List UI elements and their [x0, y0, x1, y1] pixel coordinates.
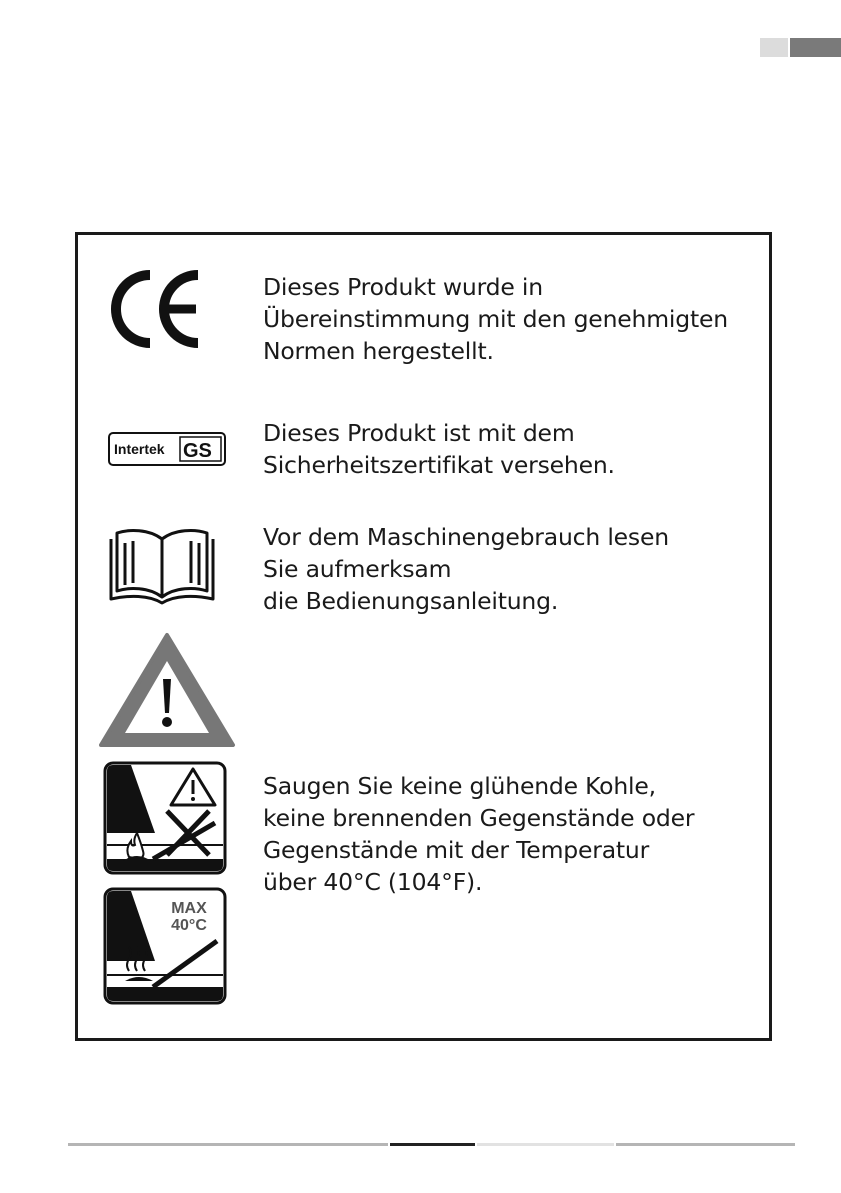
svg-text:GS: GS: [183, 440, 212, 462]
svg-text:MAX: MAX: [171, 900, 207, 917]
footer-bar-gray-left: [68, 1143, 388, 1146]
gs-description: Dieses Produkt ist mit dem Sicherheitszertifikat versehen.: [263, 419, 615, 479]
warning-triangle-icon: [97, 631, 237, 749]
header-tab-dark: [790, 38, 841, 57]
svg-text:Intertek: Intertek: [114, 441, 165, 457]
intertek-gs-icon: [108, 432, 226, 466]
svg-text:40°C: 40°C: [171, 917, 207, 934]
max-temperature-icon: [103, 887, 227, 1005]
ce-description: Dieses Produkt wurde in Übereinstimmung mit den genehmigten Normen hergestellt.: [263, 273, 728, 365]
header-tab-light: [760, 38, 788, 57]
open-book-icon: [107, 525, 217, 607]
footer-bar-dark: [390, 1143, 475, 1146]
hot-material-description: Saugen Sie keine glühende Kohle, keine brennenden Gegenstände oder Gegenstände mit der Temperatur über 40°C (104°F).: [263, 772, 695, 896]
no-hot-ash-icon: [103, 761, 227, 875]
manual-description: Vor dem Maschinengebrauch lesen Sie aufmerksam die Bedienungsanleitung.: [263, 523, 669, 615]
footer-bar-light: [477, 1143, 614, 1146]
ce-mark-icon: [110, 269, 205, 349]
safety-symbols-box: [75, 232, 772, 1041]
footer-bar-gray-right: [616, 1143, 795, 1146]
